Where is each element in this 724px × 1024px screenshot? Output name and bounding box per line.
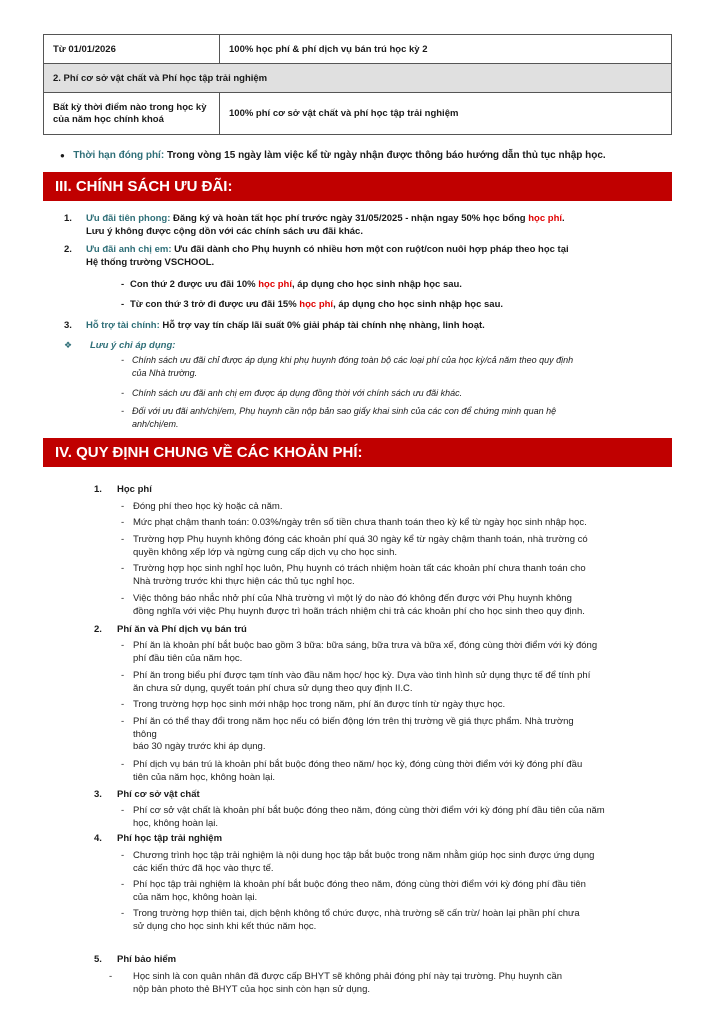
rule-item <box>133 640 693 665</box>
rule-item <box>133 563 678 588</box>
subsection-heading: Phí ăn và Phí dịch vụ bán trú <box>117 624 247 635</box>
promo-text: . <box>562 213 565 224</box>
promo-highlight: học phí <box>528 213 563 224</box>
rule-item: Đóng phí theo học kỳ hoặc cả năm. <box>133 501 283 512</box>
list-number: 1. <box>64 213 72 224</box>
promo-siblings <box>86 243 676 269</box>
note-item: Chính sách ưu đãi anh chị em được áp dụng đồng thời với chính sách ưu đãi khác. <box>132 388 463 398</box>
dash: - <box>121 670 125 681</box>
rule-item <box>133 759 693 784</box>
promo-finance <box>86 319 485 332</box>
sibling-discount-3 <box>130 298 503 311</box>
payment-deadline-label: Thời hạn đóng phí: <box>73 150 165 161</box>
rule-item: Trong trường hợp học sinh mới nhập học trong năm, phí ăn được tính từ ngày thực học. <box>133 699 506 710</box>
rule-text: Phí ăn trong biểu phí được tạm tính vào đầu năm học/ học kỳ. Dựa vào tình hình sử dụng thực tế để tính phí <box>133 670 591 681</box>
note-text: anh/chị/em. <box>132 419 179 429</box>
note-text: Đối với ưu đãi anh/chị/em, Phụ huynh cần nộp bản sao giấy khai sinh của các con để chứng minh quan hệ <box>132 406 557 416</box>
dash: - <box>109 971 113 982</box>
dash: - <box>121 759 125 770</box>
discount-highlight: học phí <box>299 299 334 310</box>
dash: - <box>121 640 125 651</box>
list-number: 3. <box>94 789 102 800</box>
dash: - <box>121 355 124 365</box>
note-item <box>132 405 677 431</box>
rule-text: đồng nghĩa với việc Phụ huynh được trì hoãn trách nhiệm chi trả các khoản phí cho học sinh theo quy định. <box>133 605 585 617</box>
note-item <box>132 354 677 380</box>
promo-note: Lưu ý không được cộng dồn với các chính sách ưu đãi khác. <box>86 226 363 237</box>
subsection-heading: Phí học tập trải nghiệm <box>117 833 223 844</box>
note-label: Lưu ý chỉ áp dụng: <box>90 340 176 351</box>
subsection-heading: Phí bảo hiểm <box>117 954 177 965</box>
payment-deadline-text: Trong vòng 15 ngày làm việc kể từ ngày nhận được thông báo hướng dẫn thủ tục nhập học. <box>164 150 606 161</box>
fee-table-cell: Bất kỳ thời điểm nào trong học kỳ của năm học chính khoá <box>44 93 220 135</box>
rule-text: Việc thông báo nhắc nhở phí của Nhà trường vì một lý do nào đó không đến được với Phụ huynh không <box>133 593 572 604</box>
list-number: 3. <box>64 320 72 331</box>
list-number: 2. <box>94 624 102 635</box>
rule-item <box>133 879 693 904</box>
rule-text: quyền không xếp lớp và ngừng cung cấp dịch vụ cho học sinh. <box>133 546 397 558</box>
dash: - <box>121 299 125 310</box>
dash: - <box>121 406 124 416</box>
promo-early-bird <box>86 212 676 238</box>
rule-text: Học sinh là con quân nhân đã được cấp BHYT sẽ không phải đóng phí này tại trường. Phụ huynh cần <box>133 971 563 982</box>
promo-label: Hỗ trợ tài chính: <box>86 320 160 331</box>
rule-text: sử dụng cho học sinh khi kết thúc năm học. <box>133 920 317 932</box>
discount-text: Từ con thứ 3 trở đi được ưu đãi 15% <box>130 299 300 310</box>
rule-text: báo 30 ngày trước khi áp dụng. <box>133 741 266 752</box>
rule-text: Phí cơ sở vật chất là khoản phí bắt buộc đóng theo năm, đóng cùng thời điểm với kỳ đóng phí đầu tiên của năm <box>133 805 605 816</box>
diamond-bullet-icon: ❖ <box>64 340 73 350</box>
rule-item <box>133 716 693 754</box>
sibling-discount-2 <box>130 278 462 291</box>
bullet-dot-icon: ● <box>60 151 65 160</box>
promo-label: Ưu đãi tiên phong: <box>86 213 171 224</box>
rule-item <box>133 805 693 830</box>
section-4-title: IV. QUY ĐỊNH CHUNG VỀ CÁC KHOẢN PHÍ: <box>43 438 672 467</box>
rule-text: ăn chưa sử dụng, quyết toán phí chưa sử dụng theo quy định II.C. <box>133 682 413 694</box>
fee-table-section-row: 2. Phí cơ sở vật chất và Phí học tập trải nghiệm <box>44 64 672 93</box>
rule-item <box>133 670 693 695</box>
promo-label: Ưu đãi anh chị em: <box>86 244 172 255</box>
list-number: 1. <box>94 484 102 495</box>
rule-item <box>133 850 693 875</box>
discount-highlight: học phí <box>258 279 292 290</box>
rule-text: nộp bản photo thẻ BHYT của học sinh còn hạn sử dụng. <box>133 983 370 995</box>
dash: - <box>121 388 124 398</box>
rule-text: thông <box>133 728 157 740</box>
subsection-heading: Phí cơ sở vật chất <box>117 789 200 800</box>
dash: - <box>121 879 125 890</box>
note-text: của Nhà trường. <box>132 368 198 378</box>
dash: - <box>121 501 125 512</box>
list-number: 4. <box>94 833 102 844</box>
fee-table <box>43 34 672 135</box>
dash: - <box>121 805 125 816</box>
dash: - <box>121 563 125 574</box>
dash: - <box>121 850 125 861</box>
section-3-title: III. CHÍNH SÁCH ƯU ĐÃI: <box>43 172 672 201</box>
promo-text: Hỗ trợ vay tín chấp lãi suất 0% giải pháp tài chính nhẹ nhàng, linh hoạt. <box>159 320 485 331</box>
rule-text: tiên của năm học, không hoàn lại. <box>133 771 276 783</box>
subsection-heading: Học phí <box>117 484 152 495</box>
rule-item <box>133 534 678 559</box>
promo-text-bold: trước ngày 31/05/2025 - nhận ngay 50% học bổng <box>301 213 529 224</box>
dash: - <box>121 716 125 727</box>
rule-text: phí đầu tiên của năm học. <box>133 652 243 664</box>
payment-deadline <box>60 150 606 161</box>
discount-text: , áp dụng cho học sinh nhập học sau. <box>333 299 504 310</box>
dash: - <box>121 279 125 290</box>
rule-item <box>133 971 693 996</box>
dash: - <box>121 517 125 528</box>
fee-table-cell: 100% phí cơ sở vật chất và phí học tập trải nghiệm <box>220 93 672 135</box>
dash: - <box>121 699 125 710</box>
rule-text: Phí ăn có thể thay đổi trong năm học nếu có biến động lớn trên thị trường về giá thực phẩm. Nhà trường <box>133 716 574 727</box>
rule-text: học, không hoàn lại. <box>133 817 219 829</box>
promo-text: Đăng ký và hoàn tất học phí <box>170 213 302 224</box>
dash: - <box>121 908 125 919</box>
promo-text: Ưu đãi dành cho Phụ huynh có nhiều hơn một con ruột/con nuôi hợp pháp theo học tại <box>171 244 569 255</box>
list-number: 2. <box>64 244 72 255</box>
note-text: Chính sách ưu đãi chỉ được áp dụng khi phụ huynh đóng toàn bộ các loại phí của học kỳ/cả năm theo quy định <box>132 355 574 365</box>
rule-text: Trường hợp học sinh nghỉ học luôn, Phụ huynh có trách nhiệm hoàn tất các khoản phí chưa thanh toán cho <box>133 563 586 574</box>
list-number: 5. <box>94 954 102 965</box>
rule-item <box>133 908 693 933</box>
rule-text: của năm học, không hoàn lại. <box>133 891 258 903</box>
rule-text: Chương trình học tập trải nghiệm là nội dung học tập bắt buộc trong năm nhằm giúp học sinh được ứng dụng <box>133 850 595 861</box>
rule-text: Phí học tập trải nghiệm là khoản phí bắt buộc đóng theo năm, đóng cùng thời điểm với kỳ đóng phí đầu tiên <box>133 879 586 890</box>
rule-text: Trường hợp Phụ huynh không đóng các khoản phí quá 30 ngày kể từ ngày chậm thanh toán, nhà trường có <box>133 534 588 545</box>
rule-text: Trong trường hợp thiên tai, dịch bệnh không tổ chức được, nhà trường sẽ cấn trừ/ hoàn lại phần phí chưa <box>133 908 580 919</box>
rule-item: Mức phạt chậm thanh toán: 0.03%/ngày trên số tiền chưa thanh toán theo kỳ kể từ ngày học sinh nhập học. <box>133 517 587 528</box>
fee-table-cell: Từ 01/01/2026 <box>44 35 220 64</box>
rule-text: Phí dịch vụ bán trú là khoản phí bắt buộc đóng theo năm/ học kỳ, đóng cùng thời điểm với kỳ đóng phí đầu <box>133 759 583 770</box>
promo-text: Hệ thống trường VSCHOOL. <box>86 257 215 268</box>
rule-text: Phí ăn là khoản phí bắt buộc bao gồm 3 bữa: bữa sáng, bữa trưa và bữa xế, đóng cùng thời điểm với kỳ đóng <box>133 640 598 651</box>
discount-text: Con thứ 2 được ưu đãi 10% <box>130 279 259 290</box>
dash: - <box>121 593 125 604</box>
fee-table-cell: 100% học phí & phí dịch vụ bán trú học kỳ 2 <box>220 35 672 64</box>
discount-text: , áp dụng cho học sinh nhập học sau. <box>292 279 462 290</box>
rule-text: các kiến thức đã học vào thực tế. <box>133 862 274 874</box>
rule-item <box>133 593 693 618</box>
dash: - <box>121 534 125 545</box>
rule-text: Nhà trường trước khi thực hiện các thủ tục nghỉ học. <box>133 575 355 587</box>
